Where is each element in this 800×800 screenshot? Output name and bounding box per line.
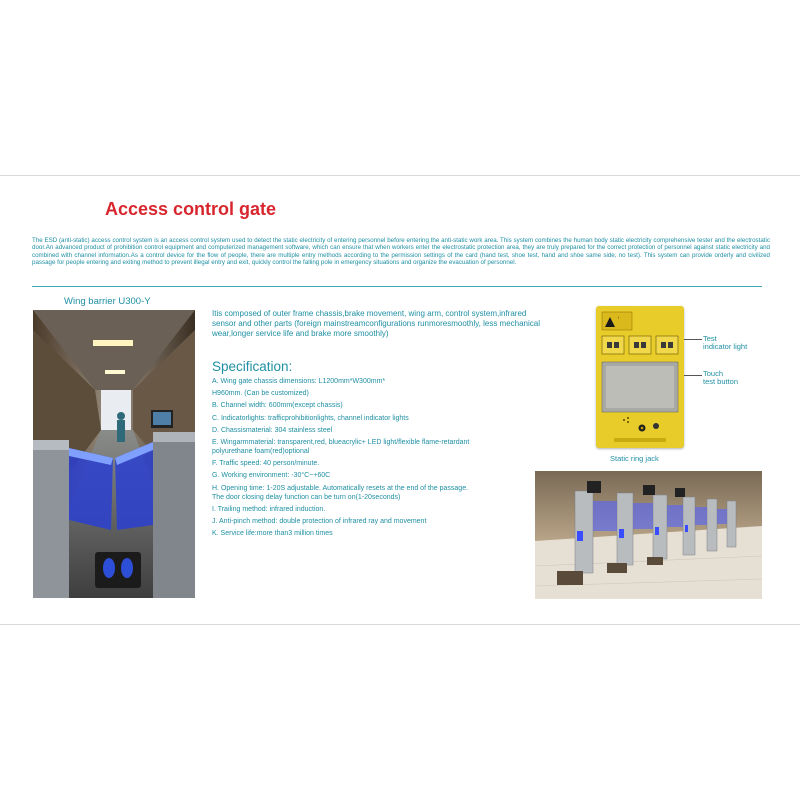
top-rule (0, 175, 800, 176)
spec-item: H960mm. (Can be customized) (212, 390, 309, 398)
photo-caption: Wing barrier U300-Y (64, 296, 151, 307)
spec-item: H. Opening time: 1-20S adjustable. Automatically resets at the end of the passage. The door closing delay function can be turn on(1-20seconds) (212, 484, 469, 501)
specification-list (212, 377, 542, 541)
callout-touch-test-button: Touch test button (703, 369, 739, 386)
spec-item: B. Channel width: 600mm(except chassis) (212, 402, 343, 410)
spec-item: G. Working environment: -30°C~+60C (212, 472, 331, 480)
callout-test-indicator-light: Test indicator light (703, 334, 748, 351)
spec-item: F. Traffic speed: 40 person/minute. (212, 460, 320, 468)
gate-row-photo (535, 471, 762, 599)
spec-item: C. Indicatorlights: trafficprohibitionlights, channel indicator lights (212, 414, 409, 422)
spec-item: J. Anti-pinch method: double protection of infrared ray and movement (212, 517, 427, 525)
spec-item: I. Trailing method: infrared induction. (212, 505, 326, 513)
section-divider (32, 286, 762, 287)
wing-barrier-photo (33, 310, 195, 598)
esd-tester-device (596, 306, 684, 448)
spec-item: D. Chassismaterial: 304 stainless steel (212, 426, 333, 434)
intro-paragraph: The ESD (anti-static) access control system is an access control system used to detect the static electricity of entering personnel before entering the anti-static work area. This system combines the human body static electricity comprehensive tester and the electrostatic door.An advanced product of prohibition control equipment and computerized management software, which can ensure that when workers enter the electrostatic protection area, they are truly prepared for the correct protection of personnel against static electricity and combined with channel information.As a control device for the flow of people, there are multiple entry methods according to the permission settings of the card (hand test, shoe test, hand and shoe same side, no test). This system can provide orderly and civilized passage for people entering and exiting method to prevent illegal entry and exit, quickly control the falling pole in emergency situations and organize the evacuation of personnel. (32, 237, 770, 267)
spec-item: A. Wing gate chassis dimensions: L1200mm*W300mm* (212, 378, 386, 385)
gate-description: Itis composed of outer frame chassis,brake movement, wing arm, control system,infrared sensor and other parts (foreign mainstreamconfigurations runmoresmoothly, less mechanical wear,longer service life and brake more smoothly) (212, 309, 541, 338)
specification-heading: Specification: (212, 359, 293, 374)
callout-line-test-light (684, 339, 702, 340)
spec-item: E. Wingarmmaterial: transparent,red, blueacrylic+ LED light/flexible flame-retardant polyurethane foam(red)optional (212, 438, 470, 455)
callout-line-touch (684, 375, 702, 376)
bottom-rule (0, 624, 800, 625)
svg-text:!: ! (618, 316, 619, 320)
spec-item: K. Service life:more than3 million times (212, 530, 333, 538)
page-title: Access control gate (105, 199, 277, 219)
callout-static-ring-jack: Static ring jack (610, 454, 659, 463)
